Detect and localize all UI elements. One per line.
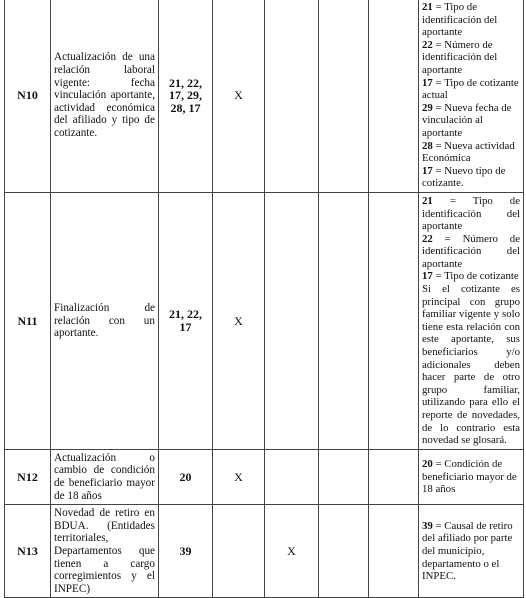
- mark-cell: X: [213, 192, 265, 449]
- note-line: 17 = Nuevo tipo de cotizante.: [422, 164, 506, 190]
- note-line: 17 = Tipo de cotizante: [422, 270, 519, 283]
- cell-empty: [319, 449, 369, 504]
- novelty-code: N10: [5, 0, 51, 192]
- table-row: [5, 449, 524, 504]
- mark-cell: [265, 192, 319, 449]
- note-line: 22 = Número de identificación del aportante: [422, 38, 498, 76]
- mark-cell: [265, 0, 319, 192]
- novelty-notes: [419, 505, 524, 598]
- note-line: 28 = Nueva actividad Económica: [422, 139, 515, 165]
- novelty-code: N12: [5, 449, 51, 504]
- novelty-description: Novedad de retiro en BDUA. (Entidades territoriales, Departamentos que tienen a cargo corregimientos y el INPEC): [51, 505, 159, 598]
- novelty-description: Finalización de relación con un aportante.: [51, 192, 159, 449]
- cell-empty: [369, 0, 419, 192]
- novelty-description: Actualización o cambio de condición de beneficiario mayor de 18 años: [51, 449, 159, 504]
- novelty-description: Actualización de una relación laboral vigente: fecha vinculación aportante, actividad económica del afiliado y tipo de cotizante.: [51, 0, 159, 192]
- cell-empty: [369, 449, 419, 504]
- mark-cell: X: [213, 0, 265, 192]
- novelty-code: N11: [5, 192, 51, 449]
- cell-empty: [319, 505, 369, 598]
- note-line: 20 = Condición de beneficiario mayor de 18 años: [422, 458, 517, 496]
- note-line: 17 = Tipo de cotizante actual: [422, 76, 519, 102]
- novelty-variables: 21, 22, 17: [159, 192, 213, 449]
- mark-cell: X: [265, 505, 319, 598]
- novelty-variables: 39: [159, 505, 213, 598]
- cell-empty: [319, 192, 369, 449]
- novelty-notes: [419, 0, 524, 192]
- note-line: 29 = Nueva fecha de vinculación al aportante: [422, 101, 512, 139]
- note-line: 21 = Tipo de identificación del aportante: [422, 1, 498, 39]
- note-line: 39 = Causal de retiro del afiliado por parte del municipio, departamento o el INPEC.: [422, 519, 513, 583]
- novelty-notes: [419, 449, 524, 504]
- mark-cell: X: [213, 449, 265, 504]
- note-line: 21 = Tipo de identificación del aportante: [422, 194, 520, 233]
- cell-empty: [369, 505, 419, 598]
- note-line: Si el cotizante es principal con grupo familiar vigente y solo tiene esta relación con este aportante, sus beneficiarios y/o adicionales deben hacer parte de otro grupo familiar, utilizando para ello el reporte de novedades, de lo contrario esta novedad se glosará.: [422, 283, 520, 447]
- cell-empty: [319, 0, 369, 192]
- novelty-variables: 20: [159, 449, 213, 504]
- mark-cell: [213, 505, 265, 598]
- table-row: [5, 192, 524, 449]
- table-row: [5, 0, 524, 192]
- mark-cell: [265, 449, 319, 504]
- note-line: 22 = Número de identificación del aportante: [422, 232, 520, 270]
- novelty-code: N13: [5, 505, 51, 598]
- table-row: [5, 505, 524, 598]
- novelty-variables: 21, 22, 17, 29, 28, 17: [159, 0, 213, 192]
- novelty-notes: [419, 192, 524, 449]
- cell-empty: [369, 192, 419, 449]
- novelties-table: [4, 0, 524, 598]
